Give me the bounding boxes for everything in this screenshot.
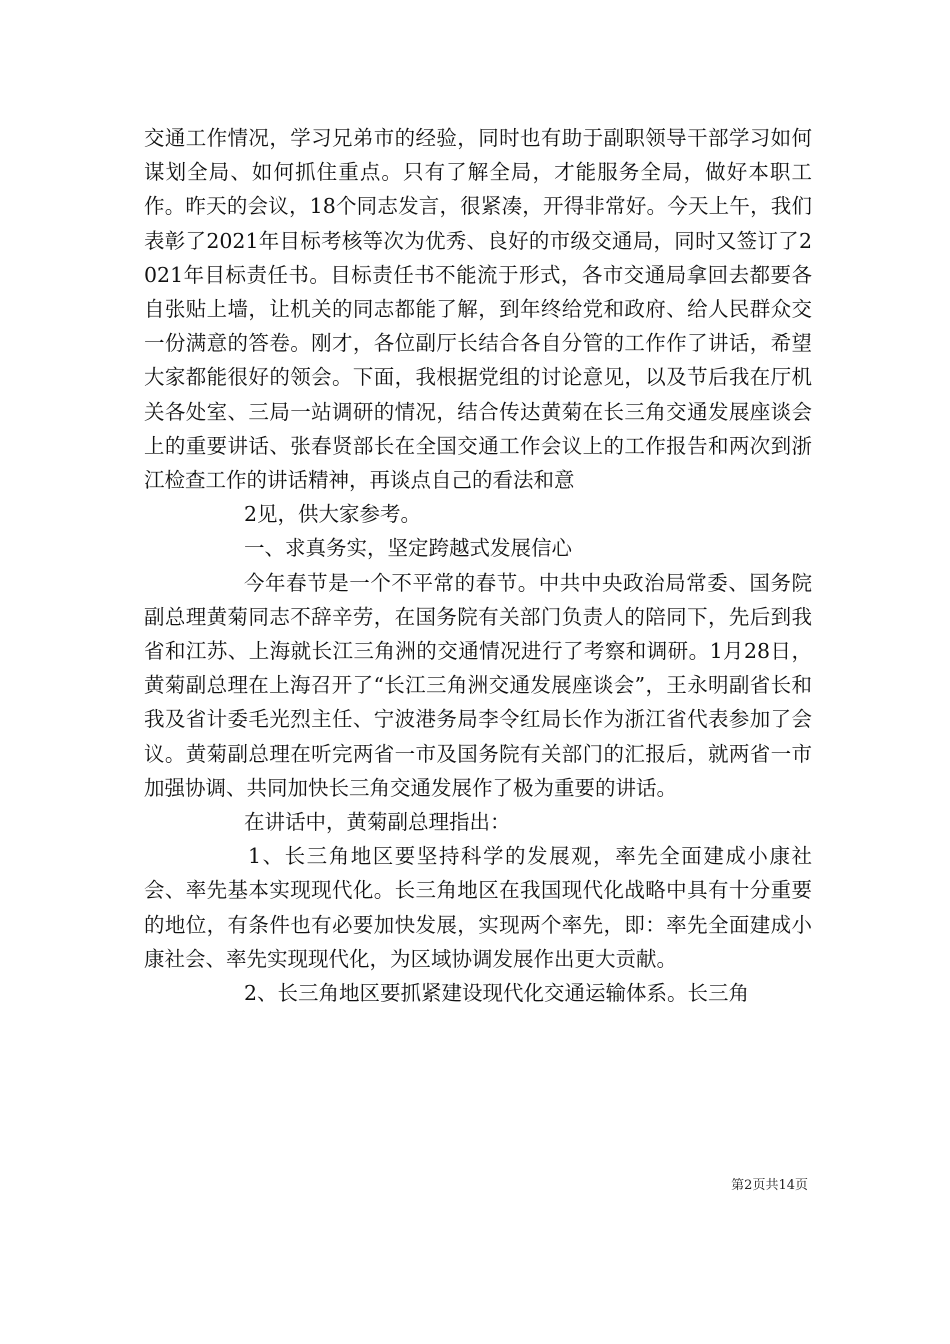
- document-body: [144, 121, 812, 1010]
- paragraph-1: 交通工作情况，学习兄弟市的经验，同时也有助于副职领导干部学习如何谋划全局、如何抓住重点。只有了解全局，才能服务全局，做好本职工作。昨天的会议，18个同志发言，很紧凑，开得非常好。今天上午，我们表彰了2021年目标考核等次为优秀、良好的市级交通局，同时又签订了2021年目标责任书。目标责任书不能流于形式，各市交通局拿回去都要各自张贴上墙，让机关的同志都能了解，到年终给党和政府、给人民群众交一份满意的答卷。刚才，各位副厅长结合各自分管的工作作了讲话，希望大家都能很好的领会。下面，我根据党组的讨论意见，以及节后我在厅机关各处室、三局一站调研的情况，结合传达黄菊在长三角交通发展座谈会上的重要讲话、张春贤部长在全国交通工作会议上的工作报告和两次到浙江检查工作的讲话精神，再谈点自己的看法和意: [144, 126, 812, 493]
- paragraph-6: 2、长三角地区要抓紧建设现代化交通运输体系。长三角: [244, 981, 750, 1006]
- paragraph-4: 在讲话中，黄菊副总理指出：: [244, 810, 511, 835]
- paragraph-2: 2见，供大家参考。: [244, 502, 422, 527]
- page-footer: 第2页共14页: [731, 1178, 808, 1193]
- paragraph-5: 1、长三角地区要坚持科学的发展观，率先全面建成小康社会、率先基本实现现代化。长三角地区在我国现代化战略中具有十分重要的地位，有条件也有必要加快发展，实现两个率先，即：率先全面建成小康社会、率先实现现代化，为区域协调发展作出更大贡献。: [144, 844, 812, 971]
- paragraph-3: 今年春节是一个不平常的春节。中共中央政治局常委、国务院副总理黄菊同志不辞辛劳，在国务院有关部门负责人的陪同下，先后到我省和江苏、上海就长江三角洲的交通情况进行了考察和调研。1月28日，黄菊副总理在上海召开了“长江三角洲交通发展座谈会”，王永明副省长和我及省计委毛光烈主任、宁波港务局李令红局长作为浙江省代表参加了会议。黄菊副总理在听完两省一市及国务院有关部门的汇报后，就两省一市加强协调、共同加快长三角交通发展作了极为重要的讲话。: [144, 570, 812, 800]
- section-heading-1: 一、求真务实，坚定跨越式发展信心: [244, 536, 572, 561]
